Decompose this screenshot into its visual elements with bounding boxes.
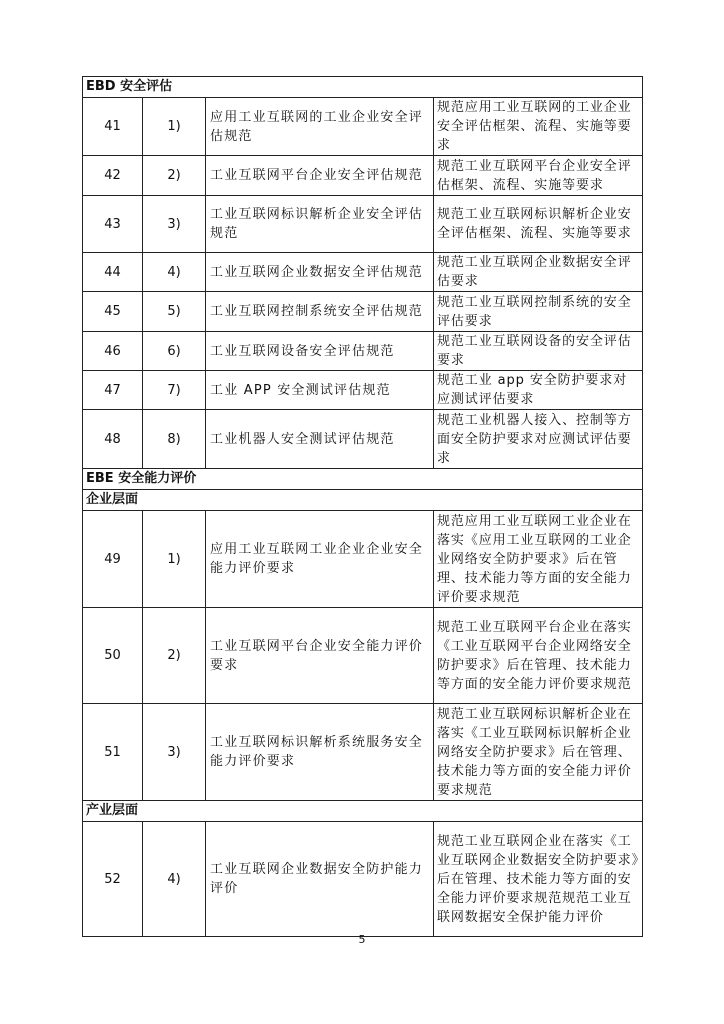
subsection-header-row xyxy=(83,490,643,511)
standards-table xyxy=(82,76,643,937)
item-name: 工业互联网标识解析系统服务安全能力评价要求 xyxy=(206,704,434,801)
item-name: 应用工业互联网工业企业企业安全能力评价要求 xyxy=(206,511,434,608)
item-sub-index: 4) xyxy=(143,253,206,292)
item-number: 44 xyxy=(83,253,143,292)
table-row xyxy=(83,196,643,253)
item-number: 50 xyxy=(83,608,143,704)
item-sub-index: 5) xyxy=(143,292,206,332)
item-number: 41 xyxy=(83,98,143,156)
table-row xyxy=(83,511,643,608)
item-description: 规范工业互联网设备的安全评估要求 xyxy=(434,332,643,371)
item-sub-index: 8) xyxy=(143,410,206,469)
item-number: 45 xyxy=(83,292,143,332)
item-name: 工业互联网企业数据安全评估规范 xyxy=(206,253,434,292)
item-name: 工业互联网平台企业安全评估规范 xyxy=(206,156,434,196)
subsection-enterprise-title: 企业层面 xyxy=(83,490,643,511)
section-ebe-title: EBE 安全能力评价 xyxy=(83,469,643,490)
item-description: 规范工业互联网平台企业在落实《工业互联网平台企业网络安全防护要求》后在管理、技术能力等方面的安全能力评价要求规范 xyxy=(434,608,643,704)
section-header-row xyxy=(83,469,643,490)
item-sub-index: 2) xyxy=(143,156,206,196)
section-ebd-title: EBD 安全评估 xyxy=(83,77,643,98)
item-number: 52 xyxy=(83,822,143,937)
item-description: 规范应用工业互联网的工业企业安全评估框架、流程、实施等要求 xyxy=(434,98,643,156)
item-number: 46 xyxy=(83,332,143,371)
item-number: 51 xyxy=(83,704,143,801)
subsection-industry-title: 产业层面 xyxy=(83,801,643,822)
item-name: 工业机器人安全测试评估规范 xyxy=(206,410,434,469)
table-row xyxy=(83,608,643,704)
item-sub-index: 4) xyxy=(143,822,206,937)
item-description: 规范工业互联网标识解析企业在落实《工业互联网标识解析企业网络安全防护要求》后在管理、技术能力等方面的安全能力评价要求规范 xyxy=(434,704,643,801)
table-row xyxy=(83,822,643,937)
item-name: 工业 APP 安全测试评估规范 xyxy=(206,371,434,410)
item-sub-index: 2) xyxy=(143,608,206,704)
item-sub-index: 1) xyxy=(143,511,206,608)
table-row xyxy=(83,371,643,410)
item-description: 规范应用工业互联网工业企业在落实《应用工业互联网的工业企业网络安全防护要求》后在管理、技术能力等方面的安全能力评价要求规范 xyxy=(434,511,643,608)
item-number: 49 xyxy=(83,511,143,608)
item-number: 43 xyxy=(83,196,143,253)
item-description: 规范工业互联网标识解析企业安全评估框架、流程、实施等要求 xyxy=(434,196,643,253)
item-description: 规范工业互联网控制系统的安全评估要求 xyxy=(434,292,643,332)
item-number: 48 xyxy=(83,410,143,469)
item-number: 42 xyxy=(83,156,143,196)
item-description: 规范工业互联网企业数据安全评估要求 xyxy=(434,253,643,292)
item-description: 规范工业机器人接入、控制等方面安全防护要求对应测试评估要求 xyxy=(434,410,643,469)
item-sub-index: 6) xyxy=(143,332,206,371)
item-name: 工业互联网企业数据安全防护能力评价 xyxy=(206,822,434,937)
subsection-header-row xyxy=(83,801,643,822)
page-number: 5 xyxy=(358,933,366,946)
item-name: 应用工业互联网的工业企业安全评估规范 xyxy=(206,98,434,156)
item-name: 工业互联网控制系统安全评估规范 xyxy=(206,292,434,332)
item-sub-index: 3) xyxy=(143,196,206,253)
item-sub-index: 1) xyxy=(143,98,206,156)
table-row xyxy=(83,410,643,469)
table-row xyxy=(83,332,643,371)
item-name: 工业互联网标识解析企业安全评估规范 xyxy=(206,196,434,253)
item-sub-index: 3) xyxy=(143,704,206,801)
table-row xyxy=(83,253,643,292)
item-sub-index: 7) xyxy=(143,371,206,410)
table-row xyxy=(83,156,643,196)
item-description: 规范工业互联网企业在落实《工业互联网企业数据安全防护要求》后在管理、技术能力等方面的安全能力评价要求规范规范工业互联网数据安全保护能力评价 xyxy=(434,822,643,937)
table-row xyxy=(83,292,643,332)
item-name: 工业互联网设备安全评估规范 xyxy=(206,332,434,371)
table-row xyxy=(83,98,643,156)
section-header-row xyxy=(83,77,643,98)
item-name: 工业互联网平台企业安全能力评价要求 xyxy=(206,608,434,704)
item-number: 47 xyxy=(83,371,143,410)
table-row xyxy=(83,704,643,801)
item-description: 规范工业 app 安全防护要求对应测试评估要求 xyxy=(434,371,643,410)
item-description: 规范工业互联网平台企业安全评估框架、流程、实施等要求 xyxy=(434,156,643,196)
